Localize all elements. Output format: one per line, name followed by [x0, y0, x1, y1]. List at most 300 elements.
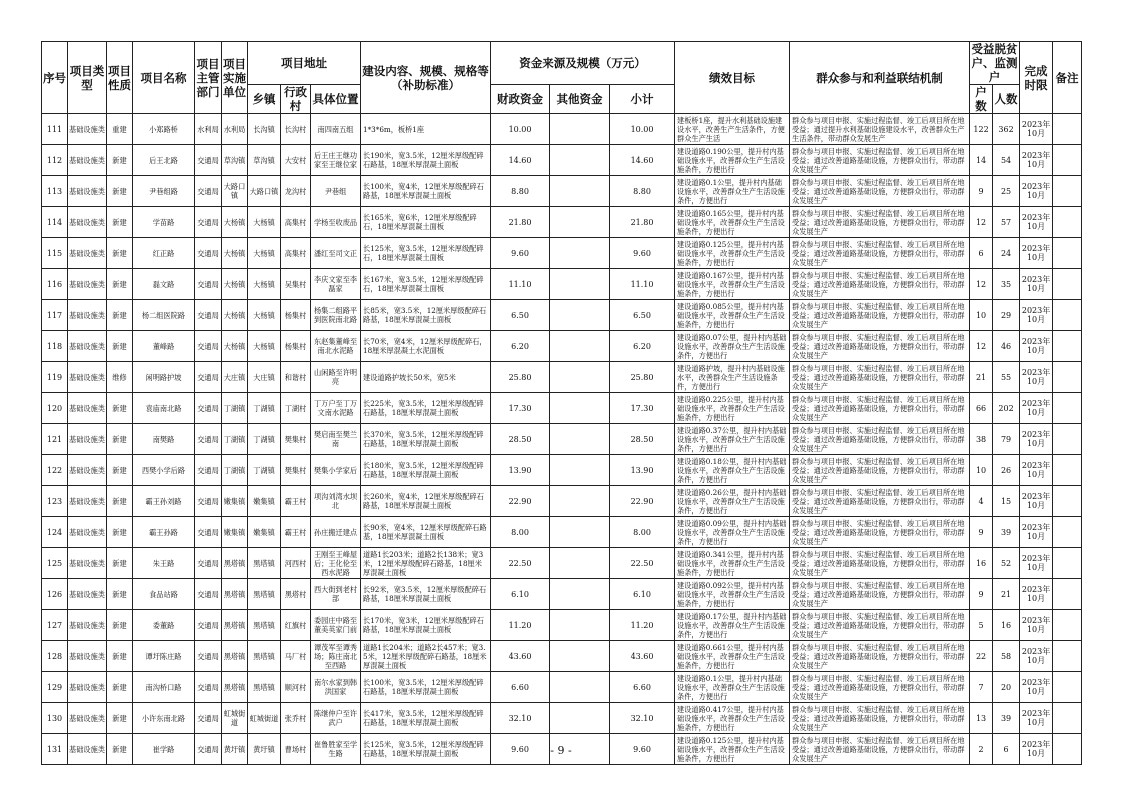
header-town: 乡镇	[248, 85, 281, 114]
cell-mechanism: 群众参与项目申报、实施过程监督、竣工后项目所在地受益；通过改善道路基础设施，方便群众出行，带动群众发展生产	[790, 145, 970, 176]
cell-households: 13	[970, 703, 993, 734]
cell-deadline: 2023年10月	[1020, 238, 1053, 269]
cell-households: 122	[970, 114, 993, 145]
cell-location: 陈继仲户至许武户	[311, 703, 361, 734]
cell-persons: 39	[993, 517, 1020, 548]
cell-content: 长225米，宽3.5米，12厘米厚级配碎石路基，18厘米厚混凝土面板	[361, 393, 491, 424]
cell-town: 虹城街道	[248, 703, 281, 734]
cell-location: 学杨至收废品	[311, 207, 361, 238]
cell-mechanism: 群众参与项目申报、实施过程监督、竣工后项目所在地受益；通过改善道路基础设施，方便群众出行，带动群众发展生产	[790, 207, 970, 238]
cell-fiscal: 22.50	[491, 548, 550, 579]
cell-mechanism: 群众参与项目申报、实施过程监督、竣工后项目所在地受益；通过改善道路基础设施，方便群众出行，带动群众发展生产	[790, 269, 970, 300]
cell-impl: 丁湖镇	[222, 455, 248, 486]
cell-deadline: 2023年10月	[1020, 424, 1053, 455]
header-seq: 序号	[42, 42, 68, 114]
cell-persons: 202	[993, 393, 1020, 424]
cell-goal: 建设道路0.1公里，提升村内基础设施水平，改善群众生产生活设施条件，方便出行	[675, 176, 790, 207]
cell-type: 基础设施类	[68, 641, 107, 672]
cell-nature: 新建	[107, 579, 133, 610]
cell-dept: 水利局	[195, 114, 222, 145]
cell-name: 红正路	[133, 238, 195, 269]
table-row	[42, 641, 1082, 672]
cell-location: 南尔水家到韩洪国家	[311, 672, 361, 703]
cell-seq: 117	[42, 300, 68, 331]
cell-nature: 重建	[107, 114, 133, 145]
cell-subtotal: 10.00	[610, 114, 675, 145]
cell-goal: 建设道路0.37公里，提升村内基础设施水平，改善群众生产生活设施条件，方便出行	[675, 424, 790, 455]
cell-goal: 建设道路0.341公里，提升村内基础设施水平，改善群众生产生活设施条件，方便出行	[675, 548, 790, 579]
cell-content: 长170米，宽3米，12厘米厚级配碎石路基，18厘米厚混凝土面板	[361, 610, 491, 641]
cell-remark	[1053, 641, 1082, 672]
cell-fiscal: 8.00	[491, 517, 550, 548]
cell-village: 红旗村	[281, 610, 311, 641]
cell-subtotal: 14.60	[610, 145, 675, 176]
cell-deadline: 2023年10月	[1020, 362, 1053, 393]
cell-nature: 新建	[107, 269, 133, 300]
cell-dept: 交通局	[195, 486, 222, 517]
cell-mechanism: 群众参与项目申报、实施过程监督、竣工后项目所在地受益；通过改善道路基础设施，方便群众出行，带动群众发展生产	[790, 331, 970, 362]
cell-other	[550, 517, 610, 548]
cell-content: 建设道路护坡长50米，宽5米	[361, 362, 491, 393]
cell-households: 10	[970, 455, 993, 486]
table-row	[42, 331, 1082, 362]
cell-content: 长417米，宽3.5米，12厘米厚级配碎石路基，18厘米厚混凝土面板	[361, 703, 491, 734]
cell-name: 霸王孙路	[133, 517, 195, 548]
cell-impl: 黑塔镇	[222, 579, 248, 610]
cell-other	[550, 331, 610, 362]
cell-type: 基础设施类	[68, 145, 107, 176]
cell-goal: 建设道路0.18公里，提升村内基础设施水平，改善群众生产生活设施条件，方便出行	[675, 455, 790, 486]
cell-dept: 交通局	[195, 269, 222, 300]
cell-fiscal: 32.10	[491, 703, 550, 734]
cell-remark	[1053, 455, 1082, 486]
cell-deadline: 2023年10月	[1020, 269, 1053, 300]
cell-deadline: 2023年10月	[1020, 145, 1053, 176]
table-row	[42, 672, 1082, 703]
cell-village: 和谐村	[281, 362, 311, 393]
cell-name: 委董路	[133, 610, 195, 641]
cell-seq: 118	[42, 331, 68, 362]
table-row	[42, 703, 1082, 734]
cell-households: 4	[970, 486, 993, 517]
cell-persons: 362	[993, 114, 1020, 145]
cell-persons: 24	[993, 238, 1020, 269]
cell-nature: 新建	[107, 641, 133, 672]
cell-remark	[1053, 486, 1082, 517]
project-table	[41, 41, 1082, 765]
cell-location: 东赵集董峰至南北水泥路	[311, 331, 361, 362]
table-row	[42, 238, 1082, 269]
cell-impl: 黑塔镇	[222, 672, 248, 703]
cell-village: 霸王村	[281, 517, 311, 548]
cell-fiscal: 9.60	[491, 238, 550, 269]
cell-dept: 交通局	[195, 145, 222, 176]
cell-fiscal: 8.80	[491, 176, 550, 207]
cell-households: 9	[970, 579, 993, 610]
cell-dept: 交通局	[195, 734, 222, 765]
cell-remark	[1053, 238, 1082, 269]
cell-other	[550, 300, 610, 331]
cell-nature: 新建	[107, 238, 133, 269]
cell-content: 长190米，宽3.5米，12厘米厚级配碎石路基，18厘米厚混凝土面板	[361, 145, 491, 176]
cell-deadline: 2023年10月	[1020, 703, 1053, 734]
cell-dept: 交通局	[195, 548, 222, 579]
cell-content: 长125米，宽3.5米，12厘米厚级配碎石，18厘米厚混凝土面板	[361, 238, 491, 269]
cell-town: 黑塔镇	[248, 610, 281, 641]
cell-dept: 交通局	[195, 455, 222, 486]
table-row	[42, 579, 1082, 610]
cell-impl: 大杨镇	[222, 238, 248, 269]
header-remark: 备注	[1053, 42, 1082, 114]
cell-content: 长70米，宽4米，12厘米厚级配碎石，18厘米厚混凝土水泥面板	[361, 331, 491, 362]
cell-seq: 131	[42, 734, 68, 765]
cell-persons: 20	[993, 672, 1020, 703]
header-dept: 项目主管部门	[195, 42, 222, 114]
cell-goal: 建设道路0.417公里，提升村内基础设施水平，改善群众生产生活设施条件，方便出行	[675, 703, 790, 734]
cell-fiscal: 13.90	[491, 455, 550, 486]
cell-type: 基础设施类	[68, 114, 107, 145]
cell-households: 2	[970, 734, 993, 765]
cell-content: 长370米，宽3.5米，12厘米厚级配碎石路基，18厘米厚混凝土面板	[361, 424, 491, 455]
cell-remark	[1053, 517, 1082, 548]
cell-type: 基础设施类	[68, 362, 107, 393]
cell-village: 黑塔村	[281, 579, 311, 610]
cell-village: 霸王村	[281, 486, 311, 517]
cell-dept: 交通局	[195, 610, 222, 641]
cell-location: 李庆文家至李磊家	[311, 269, 361, 300]
cell-fiscal: 6.60	[491, 672, 550, 703]
cell-subtotal: 25.80	[610, 362, 675, 393]
cell-town: 丁湖镇	[248, 455, 281, 486]
cell-persons: 46	[993, 331, 1020, 362]
cell-seq: 130	[42, 703, 68, 734]
cell-mechanism: 群众参与项目申报、实施过程监督、竣工后项目所在地受益；通过改善道路基础设施，方便群众出行，带动群众发展生产	[790, 517, 970, 548]
cell-name: 尹巷组路	[133, 176, 195, 207]
cell-households: 9	[970, 176, 993, 207]
cell-subtotal: 11.10	[610, 269, 675, 300]
cell-deadline: 2023年10月	[1020, 455, 1053, 486]
cell-location: 西大街到老村部	[311, 579, 361, 610]
cell-goal: 建设道路0.661公里，提升村内基础设施水平，改善群众生产生活设施条件，方便出行	[675, 641, 790, 672]
cell-persons: 6	[993, 734, 1020, 765]
cell-content: 长85米，宽3.5米，12厘米厚级配碎石路基，18厘米厚混凝土面板	[361, 300, 491, 331]
cell-village: 高集村	[281, 207, 311, 238]
cell-name: 小许东南北路	[133, 703, 195, 734]
cell-mechanism: 群众参与项目申报、实施过程监督、竣工后项目所在地受益；通过改善道路基础设施，方便群众出行，带动群众发展生产	[790, 703, 970, 734]
cell-impl: 大杨镇	[222, 269, 248, 300]
cell-persons: 15	[993, 486, 1020, 517]
cell-seq: 122	[42, 455, 68, 486]
cell-subtotal: 9.60	[610, 238, 675, 269]
cell-dept: 交通局	[195, 424, 222, 455]
table-row	[42, 455, 1082, 486]
cell-persons: 16	[993, 610, 1020, 641]
header-type: 项目类型	[68, 42, 107, 114]
cell-content: 长165米，宽6米，12厘米厚级配碎石，18厘米厚混凝土面板	[361, 207, 491, 238]
cell-seq: 127	[42, 610, 68, 641]
cell-village: 河西村	[281, 548, 311, 579]
cell-remark	[1053, 269, 1082, 300]
cell-content: 长260米，宽4米，12厘米厚级配碎石路基，18厘米厚混凝土面板	[361, 486, 491, 517]
cell-subtotal: 6.20	[610, 331, 675, 362]
cell-dept: 交通局	[195, 176, 222, 207]
cell-name: 谭圩陈庄路	[133, 641, 195, 672]
cell-village: 长沟村	[281, 114, 311, 145]
cell-goal: 建设道路0.17公里，提升村内基础设施水平，改善群众生产生活设施条件，方便出行	[675, 610, 790, 641]
header-mechanism: 群众参与和利益联结机制	[790, 42, 970, 114]
cell-other	[550, 610, 610, 641]
cell-subtotal: 22.50	[610, 548, 675, 579]
cell-impl: 水利局	[222, 114, 248, 145]
table-row	[42, 114, 1082, 145]
cell-location: 谭茂军至谭秀场；陈庄南北至西路	[311, 641, 361, 672]
cell-fiscal: 6.20	[491, 331, 550, 362]
cell-name: 南沟桥口路	[133, 672, 195, 703]
cell-town: 丁湖镇	[248, 424, 281, 455]
cell-goal: 建设道路护坡，提升村内基础设施水平，改善群众生产生活设施条件，方便出行	[675, 362, 790, 393]
cell-households: 21	[970, 362, 993, 393]
cell-mechanism: 群众参与项目申报、实施过程监督、竣工后项目所在地受益；通过改善道路基础设施，方便群众出行，带动群众发展生产	[790, 455, 970, 486]
cell-nature: 新建	[107, 393, 133, 424]
cell-town: 大杨镇	[248, 207, 281, 238]
cell-nature: 新建	[107, 455, 133, 486]
cell-village: 樊集村	[281, 424, 311, 455]
cell-remark	[1053, 362, 1082, 393]
cell-fiscal: 28.50	[491, 424, 550, 455]
cell-name: 朱王路	[133, 548, 195, 579]
cell-nature: 新建	[107, 207, 133, 238]
cell-households: 7	[970, 672, 993, 703]
table-body	[42, 114, 1082, 765]
cell-remark	[1053, 703, 1082, 734]
cell-remark	[1053, 610, 1082, 641]
cell-subtotal: 6.10	[610, 579, 675, 610]
cell-town: 嫩集镇	[248, 486, 281, 517]
cell-goal: 建设道路0.167公里，提升村内基础设施水平，改善群众生产生活设施条件，方便出行	[675, 269, 790, 300]
cell-mechanism: 群众参与项目申报、实施过程监督、竣工后项目所在地受益；通过改善道路基础设施，方便群众出行，带动群众发展生产	[790, 176, 970, 207]
cell-town: 大杨镇	[248, 238, 281, 269]
cell-mechanism: 群众参与项目申报、实施过程监督、竣工后项目所在地受益；通过改善道路基础设施，方便群众出行，带动群众发展生产	[790, 672, 970, 703]
cell-impl: 大杨镇	[222, 300, 248, 331]
cell-type: 基础设施类	[68, 486, 107, 517]
cell-mechanism: 群众参与项目申报、实施过程监督、竣工后项目所在地受益；通过改善道路基础设施，方便群众出行，带动群众发展生产	[790, 610, 970, 641]
cell-households: 5	[970, 610, 993, 641]
cell-town: 黄圩镇	[248, 734, 281, 765]
cell-dept: 交通局	[195, 517, 222, 548]
cell-households: 12	[970, 331, 993, 362]
cell-deadline: 2023年10月	[1020, 486, 1053, 517]
cell-persons: 26	[993, 455, 1020, 486]
cell-name: 食品站路	[133, 579, 195, 610]
cell-other	[550, 145, 610, 176]
cell-content: 长100米，宽3.5米，12厘米厚级配碎石路基，18厘米厚混凝土面板	[361, 672, 491, 703]
header-content: 建设内容、规模、规格等（补助标准）	[361, 42, 491, 114]
cell-seq: 126	[42, 579, 68, 610]
table-row	[42, 548, 1082, 579]
cell-town: 大杨镇	[248, 269, 281, 300]
cell-deadline: 2023年10月	[1020, 517, 1053, 548]
cell-impl: 大庄镇	[222, 362, 248, 393]
cell-content: 道路1长204米；道路2长457米；宽3.5米，12厘米厚级配碎石路基，18厘米厚混凝土面板	[361, 641, 491, 672]
cell-deadline: 2023年10月	[1020, 734, 1053, 765]
cell-nature: 新建	[107, 672, 133, 703]
cell-mechanism: 群众参与项目申报、实施过程监督、竣工后项目所在地受益；通过改善道路基础设施，方便群众出行，带动群众发展生产	[790, 300, 970, 331]
cell-location: 樊启南至樊兰南	[311, 424, 361, 455]
cell-name: 闲明路护坡	[133, 362, 195, 393]
cell-name: 杨二组医院路	[133, 300, 195, 331]
cell-other	[550, 269, 610, 300]
header-beneficiary: 受益脱贫户、监测户	[971, 42, 1018, 84]
header-nature: 项目性质	[107, 42, 133, 114]
cell-nature: 新建	[107, 734, 133, 765]
cell-impl: 黄圩镇	[222, 734, 248, 765]
cell-fiscal: 9.60	[491, 734, 550, 765]
cell-location: 樊集小学家后	[311, 455, 361, 486]
cell-impl: 黑塔镇	[222, 641, 248, 672]
cell-mechanism: 群众参与项目申报、实施过程监督、竣工后项目所在地受益；通过改善道路基础设施，方便群众出行，带动群众发展生产	[790, 424, 970, 455]
cell-location: 后王庄王继功家至王继位家	[311, 145, 361, 176]
cell-dept: 交通局	[195, 362, 222, 393]
cell-town: 嫩集镇	[248, 517, 281, 548]
cell-mechanism: 群众参与项目申报、实施过程监督、竣工后项目所在地受益；通过改善道路基础设施，方便群众出行，带动群众发展生产	[790, 362, 970, 393]
cell-deadline: 2023年10月	[1020, 331, 1053, 362]
cell-goal: 建设道路0.225公里，提升村内基础设施水平，改善群众生产生活设施条件，方便出行	[675, 393, 790, 424]
cell-impl: 丁湖镇	[222, 393, 248, 424]
cell-fiscal: 21.80	[491, 207, 550, 238]
cell-other	[550, 424, 610, 455]
cell-fiscal: 10.00	[491, 114, 550, 145]
cell-remark	[1053, 300, 1082, 331]
table-row	[42, 393, 1082, 424]
cell-content: 道路1长203米；道路2长138米；宽3米，12厘米厚级配碎石路基，18厘米厚混凝土面板	[361, 548, 491, 579]
cell-location: 项沟刘湾水坝北	[311, 486, 361, 517]
cell-nature: 新建	[107, 145, 133, 176]
cell-impl: 黑塔镇	[222, 548, 248, 579]
cell-type: 基础设施类	[68, 207, 107, 238]
cell-type: 基础设施类	[68, 548, 107, 579]
cell-seq: 113	[42, 176, 68, 207]
cell-nature: 维修	[107, 362, 133, 393]
cell-seq: 124	[42, 517, 68, 548]
cell-seq: 119	[42, 362, 68, 393]
cell-village: 杨集村	[281, 300, 311, 331]
cell-deadline: 2023年10月	[1020, 610, 1053, 641]
cell-nature: 新建	[107, 610, 133, 641]
cell-deadline: 2023年10月	[1020, 300, 1053, 331]
cell-town: 大杨镇	[248, 331, 281, 362]
cell-fiscal: 14.60	[491, 145, 550, 176]
cell-deadline: 2023年10月	[1020, 207, 1053, 238]
cell-persons: 58	[993, 641, 1020, 672]
cell-households: 16	[970, 548, 993, 579]
cell-seq: 120	[42, 393, 68, 424]
cell-households: 12	[970, 269, 993, 300]
cell-type: 基础设施类	[68, 734, 107, 765]
cell-dept: 交通局	[195, 207, 222, 238]
cell-village: 曹场村	[281, 734, 311, 765]
cell-mechanism: 群众参与项目申报、实施过程监督、竣工后项目所在地受益；通过改善道路基础设施，方便群众出行，带动群众发展生产	[790, 734, 970, 765]
cell-other	[550, 207, 610, 238]
cell-town: 长沟镇	[248, 114, 281, 145]
cell-fiscal: 17.30	[491, 393, 550, 424]
cell-type: 基础设施类	[68, 238, 107, 269]
cell-other	[550, 672, 610, 703]
header-address: 项目地址	[248, 42, 361, 85]
cell-type: 基础设施类	[68, 176, 107, 207]
cell-name: 小郑路桥	[133, 114, 195, 145]
cell-nature: 新建	[107, 548, 133, 579]
cell-village: 大安村	[281, 145, 311, 176]
cell-location: 杨集二组路平到医院南北路	[311, 300, 361, 331]
cell-fiscal: 22.90	[491, 486, 550, 517]
cell-seq: 128	[42, 641, 68, 672]
cell-location: 山闲路至许明亮	[311, 362, 361, 393]
cell-town: 黑塔镇	[248, 672, 281, 703]
header-other: 其他资金	[550, 85, 610, 114]
cell-deadline: 2023年10月	[1020, 548, 1053, 579]
cell-remark	[1053, 548, 1082, 579]
table-row	[42, 610, 1082, 641]
cell-other	[550, 703, 610, 734]
cell-subtotal: 6.50	[610, 300, 675, 331]
cell-type: 基础设施类	[68, 703, 107, 734]
table-row	[42, 207, 1082, 238]
cell-village: 高集村	[281, 238, 311, 269]
header-subtotal: 小计	[610, 85, 675, 114]
cell-goal: 建设道路0.125公里，提升村内基础设施水平，改善群众生产生活设施条件，方便出行	[675, 734, 790, 765]
cell-village: 杨集村	[281, 331, 311, 362]
cell-location: 南四南五组	[311, 114, 361, 145]
cell-town: 黑塔镇	[248, 579, 281, 610]
cell-name: 崔学路	[133, 734, 195, 765]
cell-village: 丁湖村	[281, 393, 311, 424]
cell-seq: 123	[42, 486, 68, 517]
cell-mechanism: 群众参与项目申报、实施过程监督、竣工后项目所在地受益；通过改善道路基础设施，方便群众出行，带动群众发展生产	[790, 579, 970, 610]
cell-seq: 121	[42, 424, 68, 455]
cell-seq: 114	[42, 207, 68, 238]
cell-subtotal: 28.50	[610, 424, 675, 455]
cell-town: 大路口镇	[248, 176, 281, 207]
cell-subtotal: 9.60	[610, 734, 675, 765]
header-location: 具体位置	[311, 85, 361, 114]
cell-dept: 交通局	[195, 393, 222, 424]
cell-goal: 建设道路0.190公里，提升村内基础设施水平，改善群众生产生活设施条件，方便出行	[675, 145, 790, 176]
cell-impl: 丁湖镇	[222, 424, 248, 455]
cell-village: 樊集村	[281, 455, 311, 486]
cell-location: 孙庄搬迁建点	[311, 517, 361, 548]
cell-nature: 新建	[107, 517, 133, 548]
cell-seq: 125	[42, 548, 68, 579]
header-village: 行政村	[281, 85, 311, 114]
cell-name: 后王北路	[133, 145, 195, 176]
cell-subtotal: 21.80	[610, 207, 675, 238]
cell-nature: 新建	[107, 300, 133, 331]
cell-other	[550, 486, 610, 517]
cell-remark	[1053, 424, 1082, 455]
cell-deadline: 2023年10月	[1020, 393, 1053, 424]
cell-other	[550, 641, 610, 672]
cell-nature: 新建	[107, 176, 133, 207]
cell-households: 10	[970, 300, 993, 331]
cell-goal: 建设道路0.1公里，提升村内基础设施水平，改善群众生产生活设施条件，方便出行	[675, 672, 790, 703]
cell-impl: 大路口镇	[222, 176, 248, 207]
cell-town: 草沟镇	[248, 145, 281, 176]
cell-persons: 52	[993, 548, 1020, 579]
cell-deadline: 2023年10月	[1020, 672, 1053, 703]
cell-seq: 116	[42, 269, 68, 300]
cell-name: 南樊路	[133, 424, 195, 455]
cell-impl: 黑塔镇	[222, 610, 248, 641]
